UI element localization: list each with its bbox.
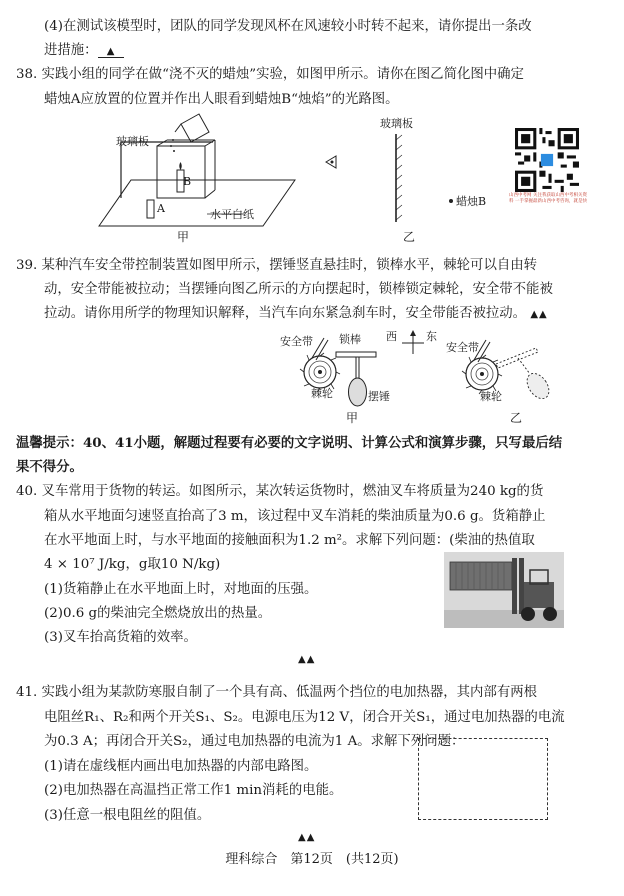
tip-line2: 果不得分。 [16,459,83,475]
q39-line3: 拉动。请你用所学的物理知识解释，当汽车向东紧急刹车时，安全带能否被拉动。 ▲▲ [44,306,548,321]
q38-line1: 38. 实践小组的同学在做“浇不灭的蜡烛”实验，如图甲所示。请你在图乙简化图中确定 [16,67,524,82]
circuit-drawing-box[interactable] [418,738,548,820]
answer-blank: ▲ [98,47,124,58]
q38-label-paper: 水平白纸 [210,208,254,221]
q38-label-glass-jia: 玻璃板 [116,135,149,148]
q39-caption-yi: 乙 [510,411,523,425]
q39-end-mark: ▲▲ [530,309,548,320]
q39-line2: 动，安全带能被拉动；当摆锤向图乙所示的方向摆起时，锁棒锁定棘轮，安全带不能被 [44,282,553,297]
q39-line1: 39. 某种汽车安全带控制装置如图甲所示，摆锤竖直悬挂时，锁棒水平，棘轮可以自由转 [16,258,538,273]
q37-line1: (4)在测试该模型时，团队的同学发现风杯在风速较小时转不起来，请你提出一条改 [44,19,532,34]
q40-end-mark: ▲▲ [298,654,316,665]
q40-line4: 4 × 10⁷ J/kg，g取10 N/kg) [44,557,221,572]
q40-sub1: (1)货箱静止在水平地面上时，对地面的压强。 [44,582,318,597]
q38-caption-yi: 乙 [403,230,416,244]
qr-note: 山西中考网 关注我获取山西中考相关资料 一手掌握最新山西中考咨询，就是快 [509,193,587,204]
q39-label-lock: 锁棒 [339,333,361,346]
q39-label-belt-jia: 安全带 [280,335,313,348]
label-east: 东 [426,330,437,343]
q38-figure-yi [320,128,500,228]
q38-label-glass-yi: 玻璃板 [380,117,413,130]
q38-label-b: B [183,175,192,188]
q40-line2: 箱从水平地面匀速竖直抬高了3 m，该过程中叉车消耗的柴油质量为0.6 g。货箱静止 [44,509,546,524]
q39-label-belt-yi: 安全带 [446,341,479,354]
q38-caption-jia: 甲 [177,230,190,244]
q40-sub3: (3)叉车抬高货箱的效率。 [44,630,197,645]
q40-line3: 在水平地面上时，与水平地面的接触面积为1.2 m²。求解下列问题：(柴油的热值取 [44,533,535,548]
q38-figure-jia [95,110,305,238]
q41-line3: 为0.3 A；再闭合开关S₂，通过电加热器的电流为1 A。求解下列问题： [44,734,465,749]
q40-sub2: (2)0.6 g的柴油完全燃烧放出的热量。 [44,606,272,621]
q41-end-mark: ▲▲ [298,832,316,843]
direction-compass [398,328,428,358]
q41-line2: 电阻丝R₁、R₂和两个开关S₁、S₂。电源电压为12 V，闭合开关S₁，通过电加热器的电流 [44,710,565,725]
q41-sub2: (2)电加热器在高温挡正常工作1 min消耗的电能。 [44,783,343,798]
forklift-image [444,552,564,628]
q39-label-ratchet-jia: 棘轮 [311,387,333,400]
q39-label-ratchet-yi: 棘轮 [480,390,502,403]
q41-sub3: (3)任意一根电阻丝的阻值。 [44,808,211,823]
tip-line1: 温馨提示：40、41小题，解题过程要有必要的文字说明、计算公式和演算步骤，只写最后结 [16,435,563,451]
page-footer: 理科综合 第12页 (共12页) [225,852,399,867]
q41-sub1: (1)请在虚线框内画出电加热器的内部电路图。 [44,759,318,774]
q38-label-a: A [157,202,165,215]
q39-caption-jia: 甲 [346,411,359,425]
label-west: 西 [386,330,397,343]
q37-line2: 进措施： ▲ [44,44,124,58]
q41-line1: 41. 实践小组为某款防寒服自制了一个具有高、低温两个挡位的电加热器，其内部有两根 [16,685,538,700]
q40-line1: 40. 叉车常用于货物的转运。如图所示，某次转运货物时，燃油叉车将质量为240 kg的货 [16,484,544,499]
q38-label-candle-b: 蜡烛B [456,195,487,208]
q38-line2: 蜡烛A应放置的位置并作出人眼看到蜡烛B“烛焰”的光路图。 [44,92,399,107]
qr-code [515,128,579,192]
q39-label-pendulum: 摆锤 [368,390,390,403]
